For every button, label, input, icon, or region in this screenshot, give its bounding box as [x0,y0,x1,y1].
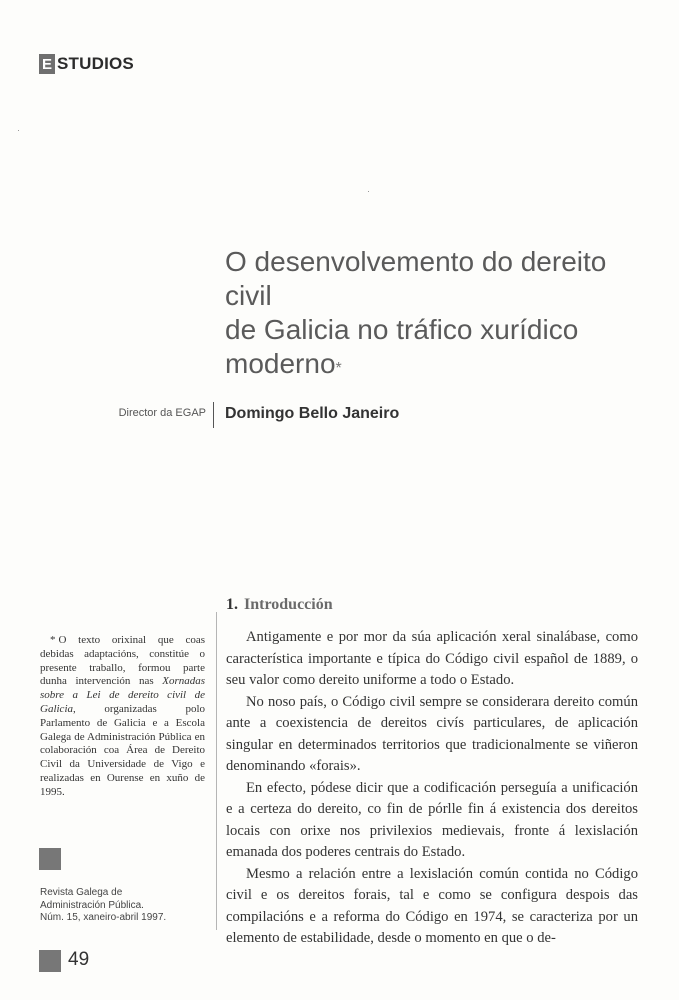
body-text [226,627,638,950]
paragraph: En efecto, pódese dicir que a codificación perseguía a unificación e a certeza do dereito, co fin de pórlle fin á existencia dos dereitos locais con orixe nos privilexios medievais, fronte á lexislación emanada dos poderes centrais do Estado. [226,779,638,860]
paragraph: No noso país, o Código civil sempre se considerara dereito común ante a coexistencia de dereitos civís particulares, de aplicación singular en determinados territorios que tradicionalmente se viñeron denominando «forais». [226,693,638,774]
author-separator [213,402,214,428]
section-heading [226,596,333,614]
footnote [40,634,205,800]
section-title: Introducción [244,596,333,613]
column-divider [216,612,217,930]
journal-info [40,887,166,925]
journal-line-3: Núm. 15, xaneiro-abril 1997. [40,912,167,923]
title-line-1: O desenvolvemento do dereito civil [225,246,607,311]
section-label: STUDIOS [57,54,134,73]
footnote-marker: * [50,634,56,646]
paragraph: Antigamente e por mor da súa aplicación xeral sinalábase, como característica importante e típica do Código civil español de 1889, o seu valor como dereito uniforme a todo o Estado. [226,629,638,688]
paragraph: Mesmo a relación entre a lexislación común contida no Código civil e os dereitos forais, tal e como se configura despois das compilacións e a reforma do Código en 1974, se caracteriza por un elemento de estabilidade, desde o momento en que o de- [226,865,638,946]
title-line-3: moderno [225,348,336,379]
article-title [225,245,655,386]
section-initial-box: E [39,54,55,74]
journal-line-1: Revista Galega de [40,887,123,898]
scan-speck [368,191,369,192]
page-number-box [39,950,61,972]
decorative-square [39,848,61,870]
section-header [39,54,134,74]
footnote-text-end: , organizadas polo Parlamento de Galicia e a Escola Galega de Administración Pública en colaboración coa Área de Dereito Civil da Universidade de Vigo e realizadas en Ourense en xuño de 1995. [40,702,205,798]
author-role: Director da EGAP [118,407,206,419]
section-number: 1. [226,596,238,613]
footnote-italic: Xornadas sobre a Lei de dereito civil de Galicia [40,675,205,715]
journal-line-2: Administración Pública. [40,899,144,911]
scan-speck [18,130,19,131]
author-name: Domingo Bello Janeiro [225,405,400,422]
title-footnote-marker: * [335,360,342,377]
footnote-text: O texto orixinal que coas debidas adaptacións, constitúe o presente traballo, formou parte dunha intervención nas [40,634,205,688]
title-line-2: de Galicia no tráfico xurídico [225,314,579,345]
page-number: 49 [68,949,90,970]
